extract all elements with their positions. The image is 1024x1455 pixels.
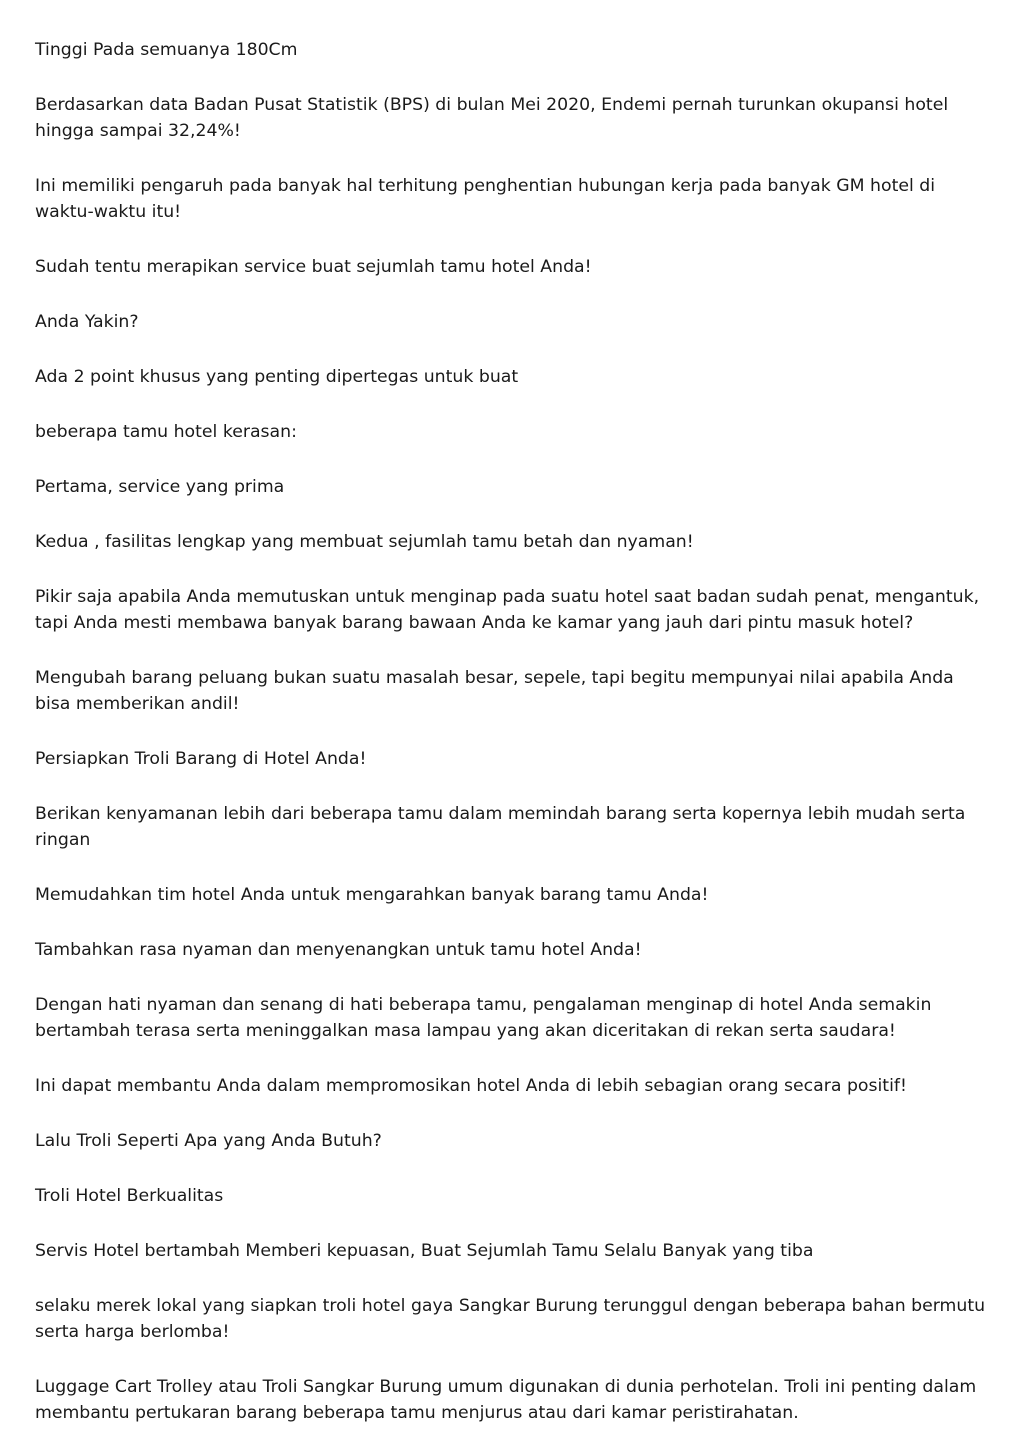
paragraph-help-team: Memudahkan tim hotel Anda untuk mengarahkan banyak barang tamu Anda! (35, 885, 709, 905)
paragraph-comfort-guests: Berikan kenyamanan lebih dari beberapa tamu dalam memindah barang serta kopernya lebih mudah serta ringan (35, 804, 966, 850)
paragraph-second-point: Kedua , fasilitas lengkap yang membuat sejumlah tamu betah dan nyaman! (35, 532, 694, 552)
paragraph-service-tidy: Sudah tentu merapikan service buat sejumlah tamu hotel Anda! (35, 257, 592, 277)
paragraph-imagine-stay: Pikir saja apabila Anda memutuskan untuk menginap pada suatu hotel saat badan sudah penat, mengantuk, tapi Anda mesti membawa banyak barang bawaan Anda ke kamar yang jauh dari pintu masuk hotel? (35, 587, 980, 633)
paragraph-luggage-cart: Luggage Cart Trolley atau Troli Sangkar Burung umum digunakan di dunia perhotelan. Troli ini penting dalam membantu pertukaran barang beberapa tamu menjurus atau dari kamar peristirahatan. (35, 1377, 977, 1423)
paragraph-layoff-impact: Ini memiliki pengaruh pada banyak hal terhitung penghentian hubungan kerja pada banyak GM hotel di waktu-waktu itu! (35, 176, 936, 222)
paragraph-bps-statistic: Berdasarkan data Badan Pusat Statistik (BPS) di bulan Mei 2020, Endemi pernah turunkan okupansi hotel hingga sampai 32,24%! (35, 95, 949, 141)
paragraph-prepare-trolley: Persiapkan Troli Barang di Hotel Anda! (35, 749, 367, 769)
paragraph-are-you-sure: Anda Yakin? (35, 312, 139, 332)
paragraph-first-point: Pertama, service yang prima (35, 477, 285, 497)
document-body (35, 37, 987, 1455)
paragraph-two-points: Ada 2 point khusus yang penting dipertegas untuk buat (35, 367, 519, 387)
paragraph-guests-comfortable: beberapa tamu hotel kerasan: (35, 422, 297, 442)
paragraph-add-comfort: Tambahkan rasa nyaman dan menyenangkan untuk tamu hotel Anda! (35, 940, 642, 960)
paragraph-hotel-service: Servis Hotel bertambah Memberi kepuasan, Buat Sejumlah Tamu Selalu Banyak yang tiba (35, 1241, 814, 1261)
paragraph-quality-trolley: Troli Hotel Berkualitas (35, 1186, 224, 1206)
paragraph-promotion: Ini dapat membantu Anda dalam mempromosikan hotel Anda di lebih sebagian orang secara positif! (35, 1076, 907, 1096)
paragraph-which-trolley: Lalu Troli Seperti Apa yang Anda Butuh? (35, 1131, 382, 1151)
paragraph-local-brand: selaku merek lokal yang siapkan troli hotel gaya Sangkar Burung terunggul dengan beberapa bahan bermutu serta harga berlomba! (35, 1296, 986, 1342)
paragraph-experience: Dengan hati nyaman dan senang di hati beberapa tamu, pengalaman menginap di hotel Anda semakin bertambah terasa serta meninggalkan masa lampau yang akan diceritakan di rekan serta saudara! (35, 995, 932, 1041)
paragraph-moving-luggage: Mengubah barang peluang bukan suatu masalah besar, sepele, tapi begitu mempunyai nilai apabila Anda bisa memberikan andil! (35, 668, 954, 714)
paragraph-height-note: Tinggi Pada semuanya 180Cm (35, 40, 298, 60)
